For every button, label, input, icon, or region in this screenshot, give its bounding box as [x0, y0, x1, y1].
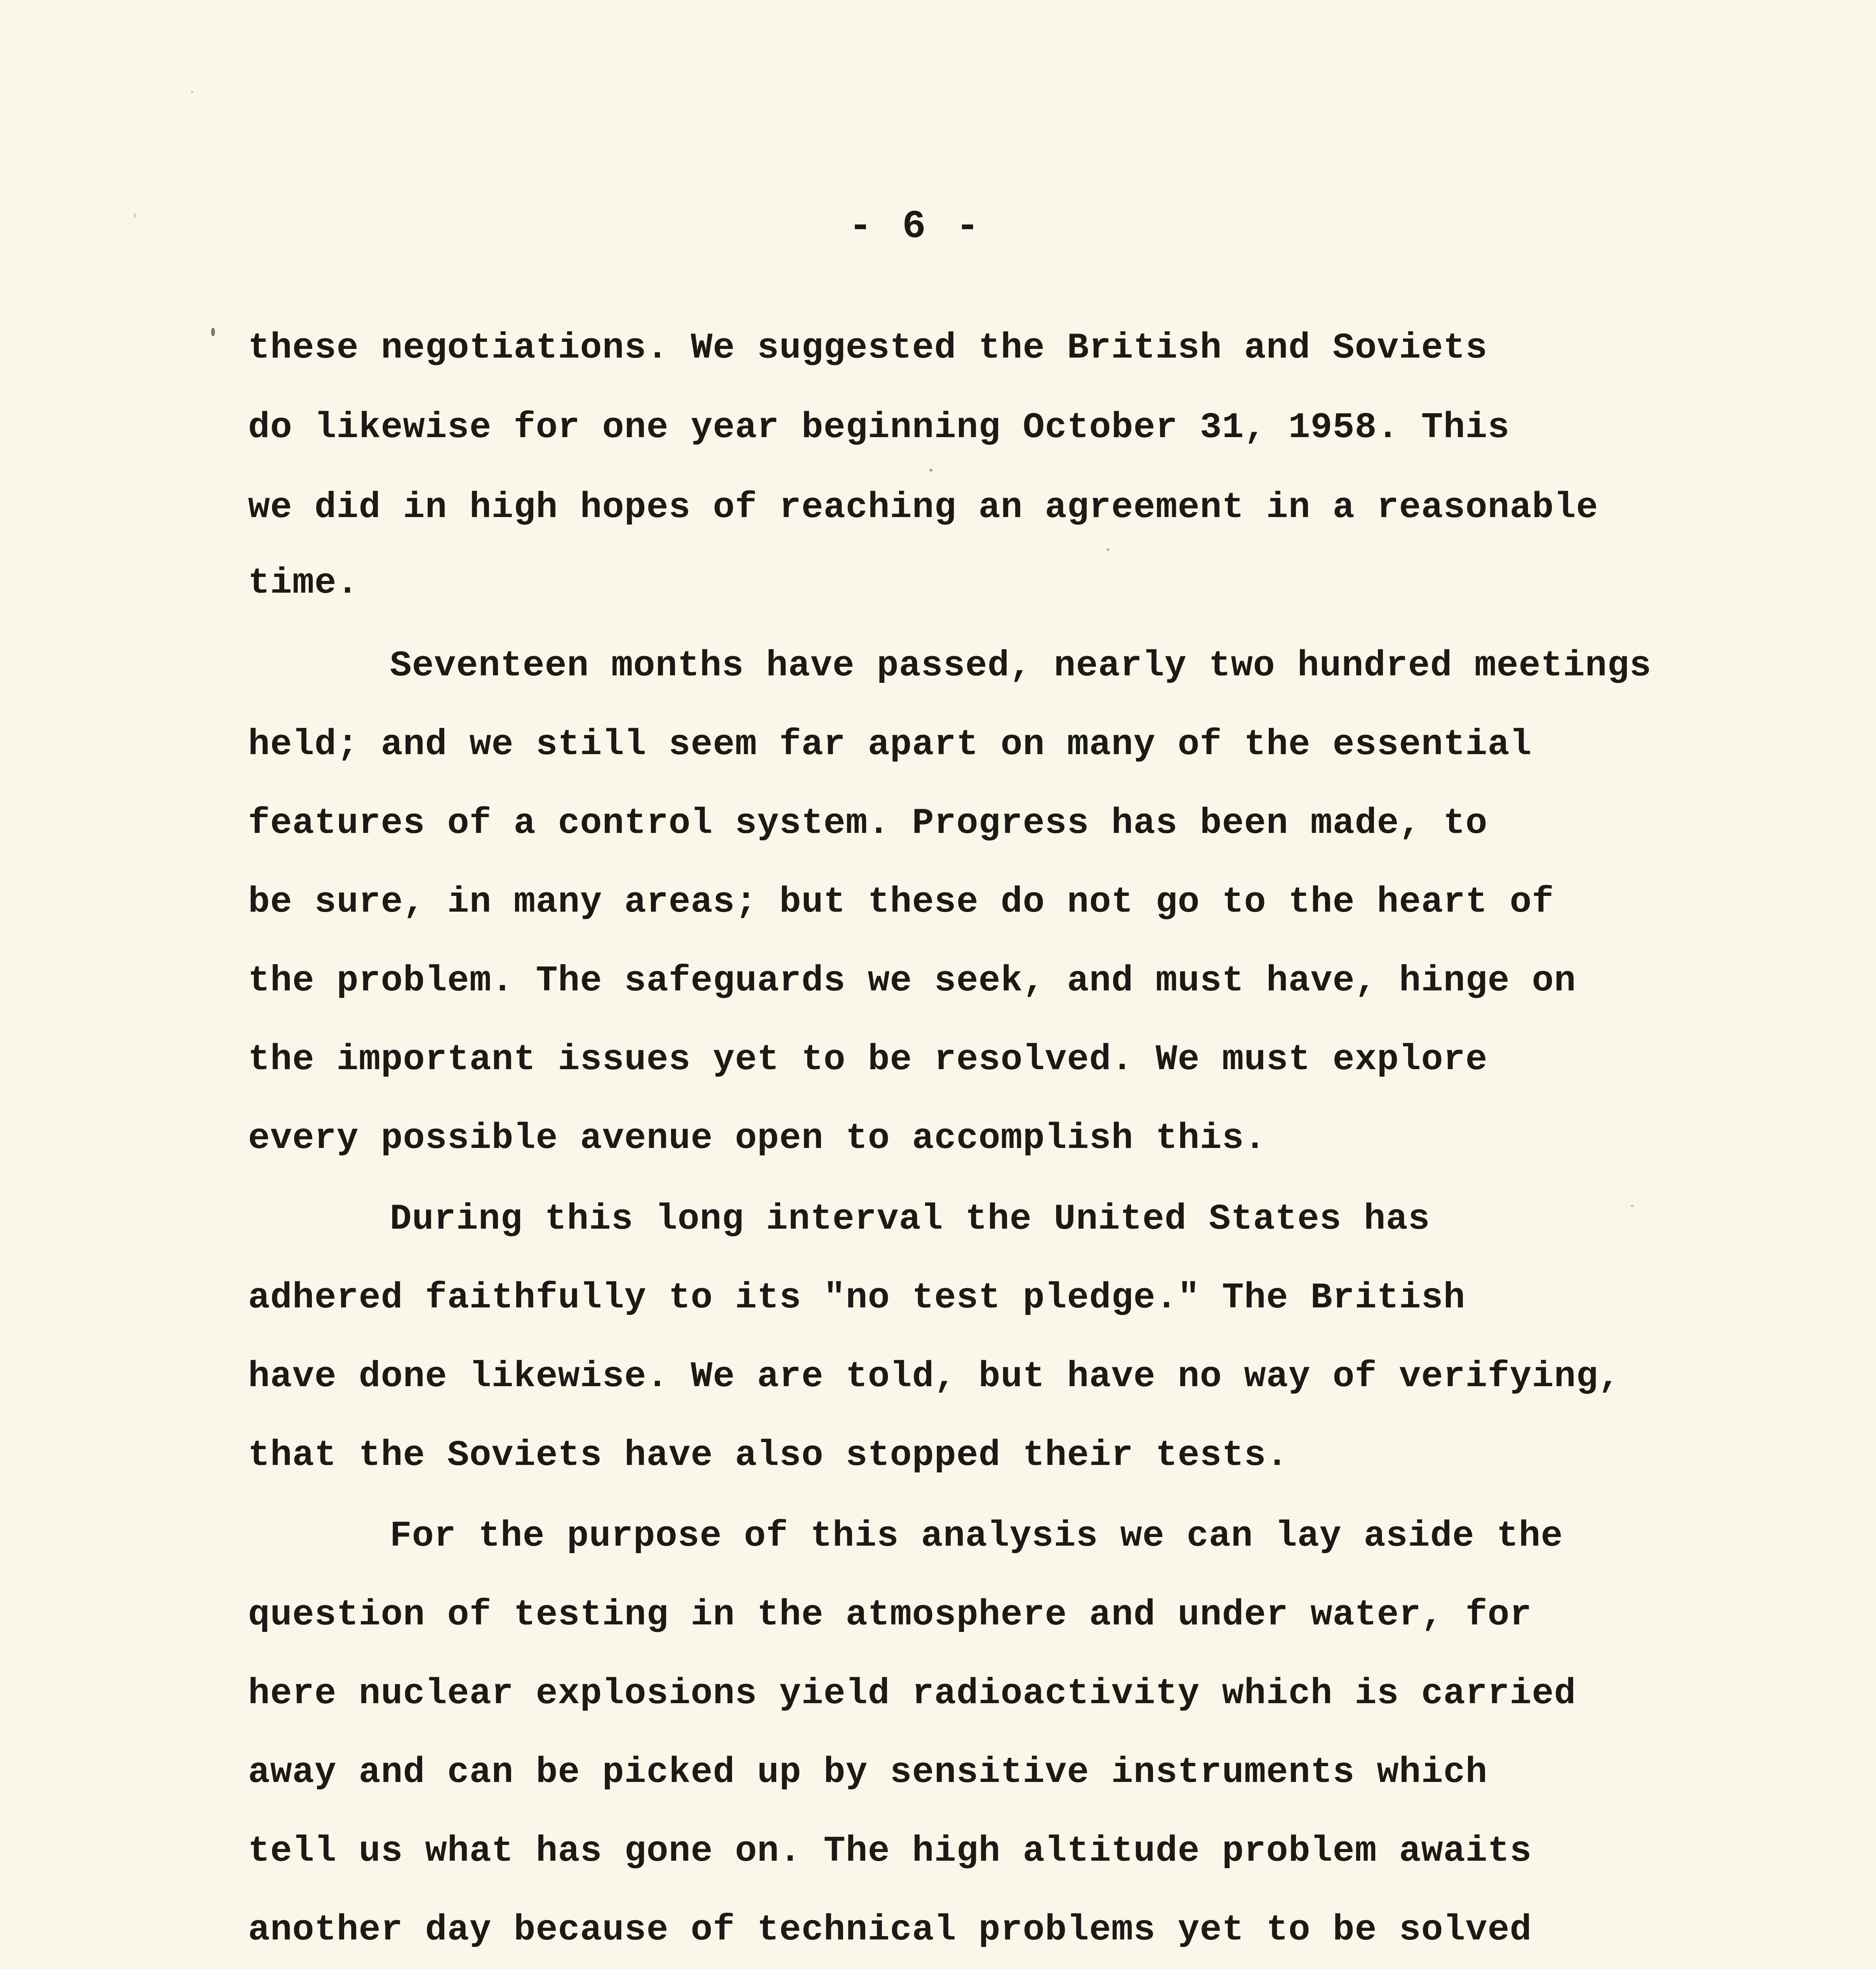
page-number: - 6 -: [848, 205, 983, 249]
text-line: every possible avenue open to accomplish this.: [248, 1118, 1266, 1159]
text-line: another day because of technical problems yet to be solved: [248, 1909, 1532, 1950]
paper-speck: [929, 469, 932, 472]
text-line: away and can be picked up by sensitive instruments which: [248, 1752, 1488, 1793]
text-line: do likewise for one year beginning October 31, 1958. This: [248, 407, 1510, 448]
text-line: the important issues yet to be resolved. We must explore: [248, 1039, 1488, 1080]
paper-speck: [1630, 1205, 1634, 1207]
text-line: be sure, in many areas; but these do not go to the heart of: [248, 881, 1554, 923]
text-line: Seventeen months have passed, nearly two hundred meetings: [390, 645, 1652, 686]
text-line: For the purpose of this analysis we can lay aside the: [390, 1515, 1563, 1557]
text-line: that the Soviets have also stopped their tests.: [248, 1435, 1288, 1476]
text-line: question of testing in the atmosphere and under water, for: [248, 1594, 1532, 1635]
text-line: features of a control system. Progress has been made, to: [248, 803, 1488, 844]
text-line: adhered faithfully to its "no test pledge." The British: [248, 1277, 1466, 1318]
paper-speck: [211, 328, 215, 336]
text-line: we did in high hopes of reaching an agreement in a reasonable: [248, 487, 1598, 528]
text-line: here nuclear explosions yield radioactivity which is carried: [248, 1673, 1576, 1714]
text-line: these negotiations. We suggested the British and Soviets: [248, 327, 1488, 369]
text-line: have done likewise. We are told, but have no way of verifying,: [248, 1356, 1620, 1397]
paper-speck: [191, 91, 193, 93]
paper-speck: [1107, 548, 1109, 551]
text-line: held; and we still seem far apart on many of the essential: [248, 724, 1532, 765]
text-line: During this long interval the United States has: [390, 1198, 1430, 1240]
text-line: the problem. The safeguards we seek, and must have, hinge on: [248, 960, 1576, 1001]
text-line: tell us what has gone on. The high altitude problem awaits: [248, 1830, 1532, 1872]
text-line: time.: [248, 562, 359, 604]
paper-speck: [134, 213, 136, 218]
